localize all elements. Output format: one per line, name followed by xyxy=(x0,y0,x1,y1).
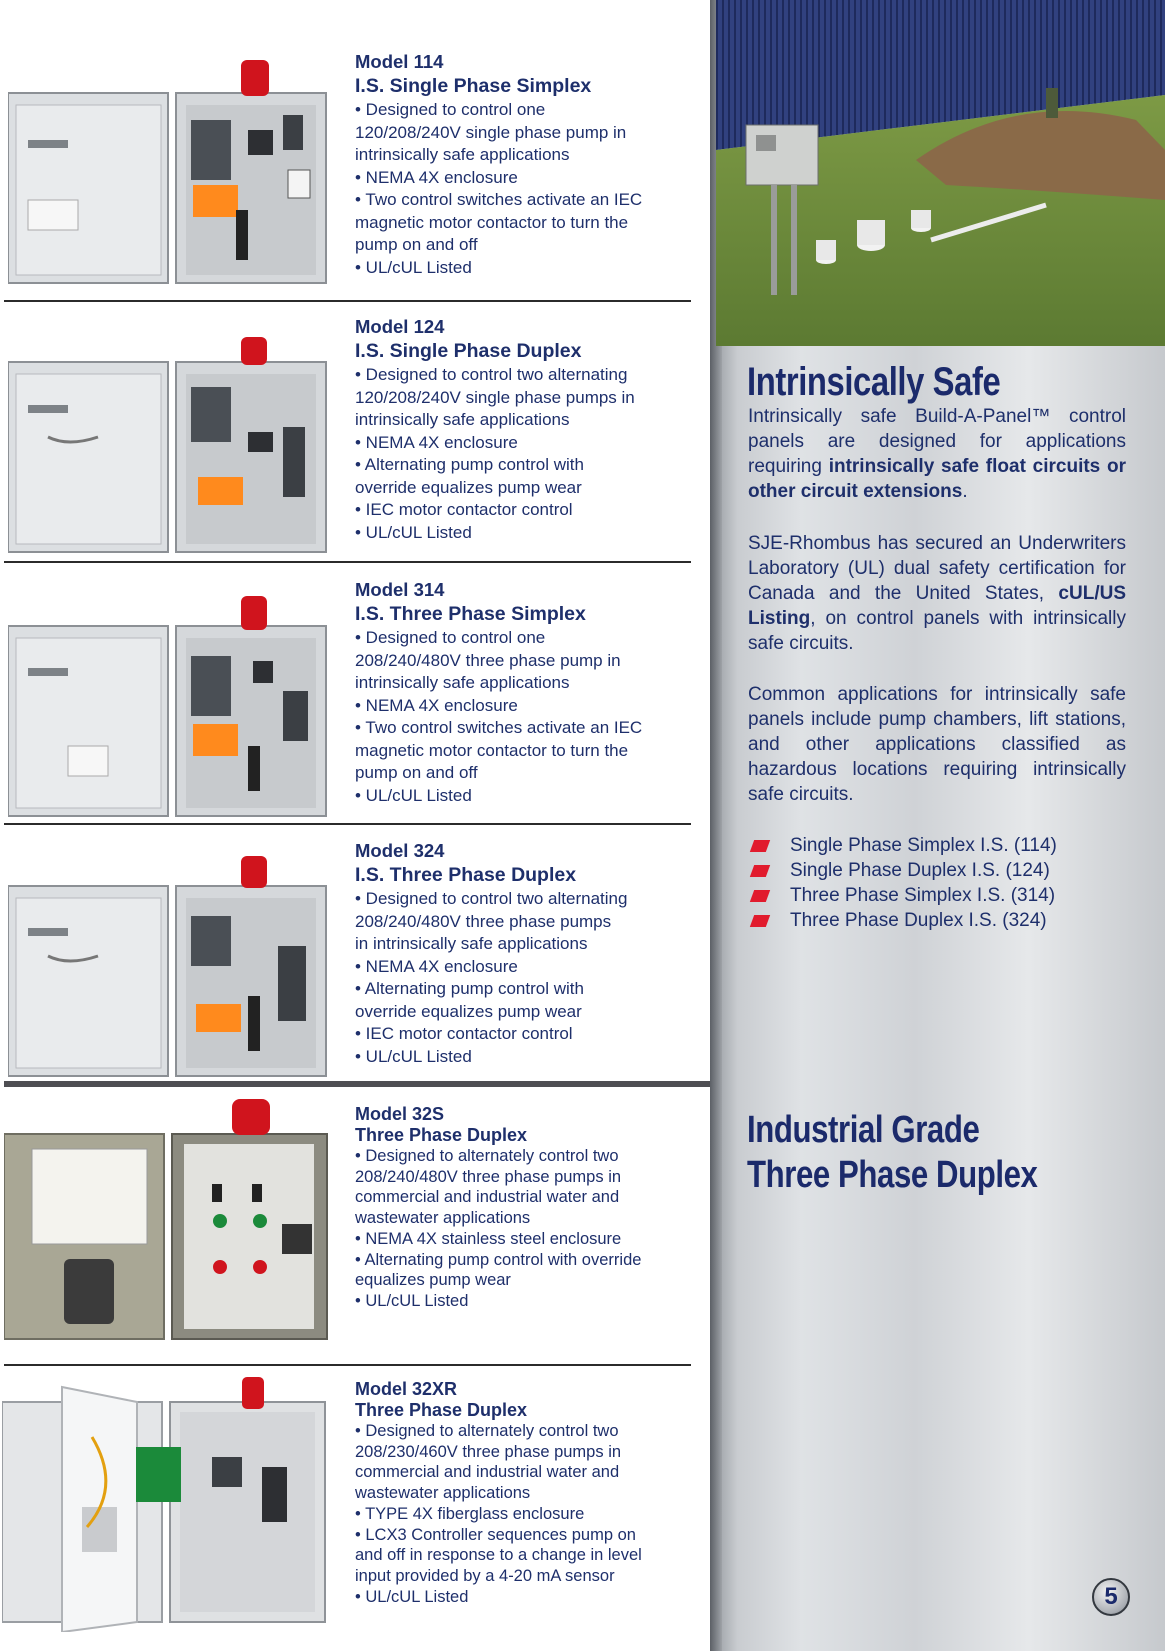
field-installation-photo xyxy=(716,0,1165,346)
industrial-grade-heading xyxy=(747,1108,1165,1198)
panel-photo-324 xyxy=(8,856,333,1081)
model-number: Model 114 xyxy=(355,51,444,72)
spec-line: • Designed to control one xyxy=(355,100,546,119)
listing-emphasis: cUL/US Listing xyxy=(748,583,1126,629)
spec-line: commercial and industrial water and xyxy=(355,1188,620,1207)
certification-text: SJE-Rhombus has secured an Underwriters Laboratory (UL) dual safety certification for Canada and the United States, xyxy=(748,533,1126,604)
list-item xyxy=(748,833,1057,858)
spec-line: 120/208/240V single phase pump in xyxy=(355,122,627,142)
spec-line: intrinsically safe applications xyxy=(355,145,570,164)
panel-photo-32s xyxy=(4,1099,334,1344)
red-bullet-icon xyxy=(750,840,770,852)
applications-text: Common applications for intrinsically safe panels include pump chambers, lift stations, and other applications classified as hazardous locations requiring intrinsically safe circuits. xyxy=(748,684,1126,805)
red-bullet-icon xyxy=(750,915,770,927)
spec-line: magnetic motor contactor to turn the xyxy=(355,740,629,760)
spec-line: • Designed to control one xyxy=(355,628,546,647)
spec-line: • UL/cUL Listed xyxy=(355,257,472,277)
panel-photo-114 xyxy=(8,60,333,285)
spec-line: 208/240/480V three phase pumps xyxy=(355,911,612,931)
section-divider xyxy=(4,1364,691,1366)
spec-line: • NEMA 4X enclosure xyxy=(355,167,518,187)
spec-line: equalizes pump wear xyxy=(355,1271,511,1290)
spec-line: • Designed to control two alternating xyxy=(355,889,628,908)
spec-line: commercial and industrial water and xyxy=(355,1463,620,1482)
spec-line: wastewater applications xyxy=(355,1484,531,1503)
panel-photo-32xr xyxy=(2,1377,332,1632)
model-number: Model 32S xyxy=(355,1104,445,1124)
model-number: Model 314 xyxy=(355,579,445,600)
certification-end: , on control panels with intrinsically safe circuits. xyxy=(748,608,1126,654)
intro-emphasis: intrinsically safe float circuits or other circuit extensions xyxy=(748,456,1126,502)
spec-line: 208/240/480V three phase pump in xyxy=(355,650,621,670)
product-text xyxy=(355,1104,685,1312)
product-text xyxy=(355,50,685,279)
spec-line: magnetic motor contactor to turn the xyxy=(355,212,629,232)
spec-line: • Designed to alternately control two xyxy=(355,1422,619,1440)
spec-line: • Two control switches activate an IEC xyxy=(355,190,643,209)
spec-line: override equalizes pump wear xyxy=(355,1001,582,1021)
spec-line: 120/208/240V single phase pumps in xyxy=(355,387,635,407)
spec-line: • NEMA 4X enclosure xyxy=(355,432,518,452)
applications-paragraph xyxy=(748,682,1126,807)
industrial-heading-line: Three Phase Duplex xyxy=(747,1154,1038,1196)
spec-line: • LCX3 Controller sequences pump on xyxy=(355,1525,636,1544)
spec-line: pump on and off xyxy=(355,763,478,782)
spec-line: 208/240/480V three phase pumps in xyxy=(355,1167,622,1186)
spec-line: • Designed to control two alternating xyxy=(355,365,628,384)
product-text xyxy=(355,839,685,1068)
product-title: Three Phase Duplex xyxy=(355,1400,528,1420)
model-number: Model 324 xyxy=(355,840,445,861)
spec-line: • IEC motor contactor control xyxy=(355,1024,573,1043)
product-text xyxy=(355,578,685,807)
spec-line: • IEC motor contactor control xyxy=(355,500,573,519)
section-divider xyxy=(4,561,691,563)
spec-line: in intrinsically safe applications xyxy=(355,934,588,953)
intro-end: . xyxy=(962,481,968,502)
panel-photo-314 xyxy=(8,596,333,821)
product-title: I.S. Single Phase Duplex xyxy=(355,340,582,362)
spec-line: • NEMA 4X enclosure xyxy=(355,695,518,715)
page-number: 5 xyxy=(1092,1578,1130,1616)
list-item xyxy=(748,858,1057,883)
spec-line: • UL/cUL Listed xyxy=(355,522,472,542)
list-item-label: Three Phase Duplex I.S. (324) xyxy=(790,910,1047,931)
list-item-label: Three Phase Simplex I.S. (314) xyxy=(790,885,1056,906)
product-title: Three Phase Duplex xyxy=(355,1125,528,1145)
intrinsically-safe-heading: Intrinsically Safe xyxy=(747,360,1001,404)
model-list xyxy=(748,833,1057,933)
spec-line: • Alternating pump control with xyxy=(355,979,584,998)
product-title: I.S. Single Phase Simplex xyxy=(355,75,592,97)
spec-line: intrinsically safe applications xyxy=(355,673,570,692)
model-number: Model 32XR xyxy=(355,1379,458,1399)
intro-paragraph xyxy=(748,404,1126,504)
list-item-label: Single Phase Duplex I.S. (124) xyxy=(790,860,1050,881)
spec-line: • Two control switches activate an IEC xyxy=(355,718,643,737)
certification-paragraph xyxy=(748,531,1126,656)
spec-line: • NEMA 4X stainless steel enclosure xyxy=(355,1229,622,1248)
red-bullet-icon xyxy=(750,890,770,902)
spec-line: • UL/cUL Listed xyxy=(355,1046,472,1066)
spec-line: • NEMA 4X enclosure xyxy=(355,956,518,976)
spec-line: input provided by a 4-20 mA sensor xyxy=(355,1566,615,1585)
list-item xyxy=(748,883,1057,908)
section-divider xyxy=(4,300,691,302)
red-bullet-icon xyxy=(750,865,770,877)
spec-line: • UL/cUL Listed xyxy=(355,1587,469,1606)
list-item-label: Single Phase Simplex I.S. (114) xyxy=(790,835,1057,856)
intro-text: Intrinsically safe Build-A-Panel™ control panels are designed for applications requiring xyxy=(748,406,1126,477)
list-item xyxy=(748,908,1057,933)
spec-line: 208/230/460V three phase pumps in xyxy=(355,1442,622,1461)
spec-line: • Alternating pump control with override xyxy=(355,1250,642,1269)
panel-photo-124 xyxy=(8,337,333,562)
spec-line: and off in response to a change in level xyxy=(355,1546,642,1565)
spec-line: • Designed to alternately control two xyxy=(355,1147,619,1165)
spec-line: pump on and off xyxy=(355,235,478,254)
product-text xyxy=(355,1379,685,1607)
product-text xyxy=(355,315,685,544)
spec-line: wastewater applications xyxy=(355,1209,531,1228)
spec-line: • TYPE 4X fiberglass enclosure xyxy=(355,1504,585,1523)
spec-line: override equalizes pump wear xyxy=(355,477,582,497)
spec-line: • Alternating pump control with xyxy=(355,455,584,474)
spec-line: • UL/cUL Listed xyxy=(355,1291,469,1310)
section-divider xyxy=(4,823,691,825)
model-number: Model 124 xyxy=(355,316,445,337)
product-title: I.S. Three Phase Simplex xyxy=(355,603,586,625)
industrial-heading-line: Industrial Grade xyxy=(747,1109,980,1151)
spec-line: • UL/cUL Listed xyxy=(355,785,472,805)
spec-line: intrinsically safe applications xyxy=(355,410,570,429)
product-title: I.S. Three Phase Duplex xyxy=(355,864,577,886)
